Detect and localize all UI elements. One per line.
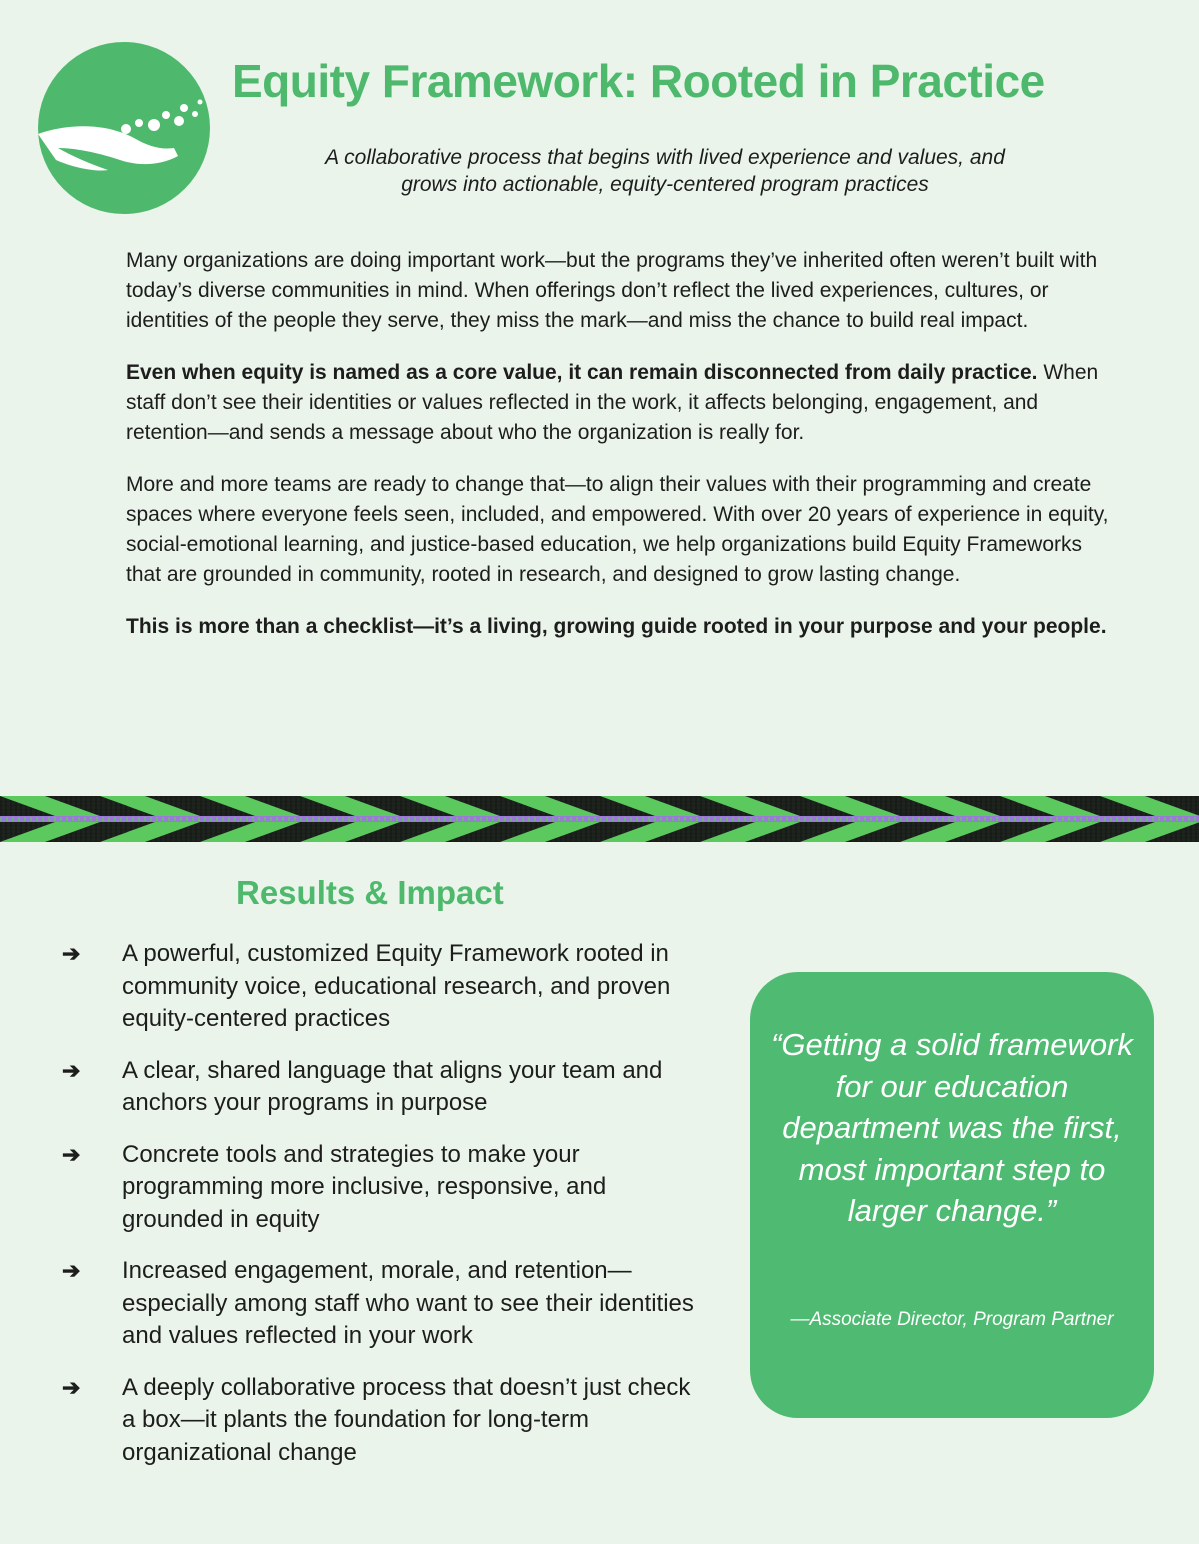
weave-dot [984, 817, 986, 821]
weave-dot [366, 817, 368, 821]
intro-paragraph: More and more teams are ready to change that—to align their values with their programming and create spaces where everyone feels seen, included, and empowered. With over 20 years of experience in equity, social-emotional learning, and justice-based education, we help organizations build Equity Frameworks that are grounded in community, rooted in research, and designed to grow lasting change. [126, 473, 1109, 586]
weave-dot [114, 817, 116, 821]
intro-paragraph [126, 612, 1116, 642]
weave-dot [654, 817, 656, 821]
subtitle-line: grows into actionable, equity-centered program practices [401, 173, 929, 196]
weave-dot [1086, 817, 1088, 821]
weave-dot [648, 817, 650, 821]
weave-dot [1188, 817, 1190, 821]
chevron-stripe [100, 822, 200, 842]
weave-dot [516, 817, 518, 821]
weave-dot [144, 817, 146, 821]
weave-dot [1098, 817, 1100, 821]
weave-dot [528, 817, 530, 821]
weave-dot [348, 817, 350, 821]
chevron-stripe [1100, 796, 1199, 816]
weave-dot [570, 817, 572, 821]
weave-dot [1032, 817, 1034, 821]
subtitle-line: A collaborative process that begins with lived experience and values, and [325, 146, 1005, 169]
weave-dot [1074, 817, 1076, 821]
weave-dot [1026, 817, 1028, 821]
weave-dot [1128, 817, 1130, 821]
chevron-stripe [1000, 822, 1100, 842]
weave-dot [258, 817, 260, 821]
chevron-stripe [200, 796, 300, 816]
weave-dot [540, 817, 542, 821]
weave-dot [468, 817, 470, 821]
weave-dot [270, 817, 272, 821]
weave-dot [870, 817, 872, 821]
weave-dot [426, 817, 428, 821]
list-item [0, 1372, 702, 1470]
weave-dot [894, 817, 896, 821]
weave-dot [966, 817, 968, 821]
weave-dot [414, 817, 416, 821]
weave-dot [408, 817, 410, 821]
weave-dot [390, 817, 392, 821]
intro-paragraph: Many organizations are doing important work—but the programs they’ve inherited often weren’t built with today’s diverse communities in mind. When offerings don’t reflect the lived experiences, cultures, or identities of the people they serve, they miss the mark—and miss the chance to build real impact. [126, 249, 1098, 332]
chevron-stripe [900, 822, 1000, 842]
weave-dot [162, 817, 164, 821]
list-item [0, 1055, 702, 1120]
weave-dot [708, 817, 710, 821]
weave-dot [930, 817, 932, 821]
results-heading: Results & Impact [236, 874, 504, 911]
weave-dot [276, 817, 278, 821]
testimonial-quote: “Getting a solid framework for our education department was the first, most important step to larger change.” [771, 1027, 1133, 1228]
weave-dot [420, 817, 422, 821]
weave-dot [1044, 817, 1046, 821]
weave-dot [1002, 817, 1004, 821]
weave-dot [12, 817, 14, 821]
weave-dot [942, 817, 944, 821]
chevron-stripe [0, 822, 100, 842]
chevron-stripe [500, 796, 600, 816]
weave-dot [666, 817, 668, 821]
weave-dot [864, 817, 866, 821]
weave-dot [1164, 817, 1166, 821]
weave-dot [510, 817, 512, 821]
weave-dot [912, 817, 914, 821]
weave-dot [186, 817, 188, 821]
chevron-stripe [800, 822, 900, 842]
weave-dot [582, 817, 584, 821]
weave-dot [834, 817, 836, 821]
weave-dot [450, 817, 452, 821]
chevron-stripe [500, 822, 600, 842]
chevron-stripe [400, 796, 500, 816]
logo [38, 42, 210, 214]
weave-dot [1008, 817, 1010, 821]
weave-dot [1080, 817, 1082, 821]
weave-dot [1068, 817, 1070, 821]
weave-dot [954, 817, 956, 821]
weave-dot [522, 817, 524, 821]
weave-dot [906, 817, 908, 821]
weave-dot [702, 817, 704, 821]
weave-dot [696, 817, 698, 821]
page-subtitle [250, 144, 1080, 198]
weave-dot [846, 817, 848, 821]
weave-dot [498, 817, 500, 821]
weave-dot [18, 817, 20, 821]
weave-dot [354, 817, 356, 821]
chevron-stripe [700, 822, 800, 842]
weave-dot [102, 817, 104, 821]
weave-dot [24, 817, 26, 821]
list-item-text: Increased engagement, morale, and retention—especially among staff who want to see their identities and values reflected in your work [122, 1257, 694, 1349]
weave-dot [726, 817, 728, 821]
weave-dot [534, 817, 536, 821]
weave-dot [210, 817, 212, 821]
weave-dot [1122, 817, 1124, 821]
weave-dot [48, 817, 50, 821]
weave-dot [378, 817, 380, 821]
weave-dot [138, 817, 140, 821]
weave-dot [810, 817, 812, 821]
weave-dot [180, 817, 182, 821]
weave-dot [690, 817, 692, 821]
weave-dot [372, 817, 374, 821]
results-list [0, 938, 720, 1488]
weave-dot [120, 817, 122, 821]
weave-dot [384, 817, 386, 821]
weave-dot [1110, 817, 1112, 821]
weave-dot [126, 817, 128, 821]
weave-dot [474, 817, 476, 821]
weave-dot [816, 817, 818, 821]
weave-dot [342, 817, 344, 821]
weave-dot [630, 817, 632, 821]
weave-dot [606, 817, 608, 821]
arrow-icon: ➔ [62, 941, 81, 966]
weave-dot [462, 817, 464, 821]
weave-dot [888, 817, 890, 821]
weave-dot [1020, 817, 1022, 821]
weave-dot [972, 817, 974, 821]
weave-dot [294, 817, 296, 821]
arrow-icon: ➔ [62, 1258, 81, 1283]
chevron-stripe [1100, 822, 1199, 842]
weave-dot [1158, 817, 1160, 821]
weave-dot [642, 817, 644, 821]
chevron-stripe [300, 822, 400, 842]
weave-dot [900, 817, 902, 821]
weave-dot [618, 817, 620, 821]
weave-dot [1134, 817, 1136, 821]
weave-dot [438, 817, 440, 821]
weave-dot [756, 817, 758, 821]
weave-dot [402, 817, 404, 821]
weave-dot [1062, 817, 1064, 821]
weave-dot [600, 817, 602, 821]
weave-dot [1182, 817, 1184, 821]
weave-dot [282, 817, 284, 821]
weave-dot [222, 817, 224, 821]
weave-dot [924, 817, 926, 821]
weave-dot [396, 817, 398, 821]
center-stripe [0, 816, 1199, 822]
weave-dot [30, 817, 32, 821]
weave-dot [762, 817, 764, 821]
weave-dot [1050, 817, 1052, 821]
testimonial-card [750, 972, 1154, 1418]
chevron-stripe [0, 796, 100, 816]
weave-dot [504, 817, 506, 821]
weave-dot [636, 817, 638, 821]
weave-dot [198, 817, 200, 821]
weave-dot [486, 817, 488, 821]
list-item [0, 938, 702, 1036]
weave-dot [132, 817, 134, 821]
weave-dot [828, 817, 830, 821]
weave-dot [798, 817, 800, 821]
arrow-icon: ➔ [62, 1141, 81, 1167]
weave-dot [360, 817, 362, 821]
weave-dot [678, 817, 680, 821]
weave-dot [1146, 817, 1148, 821]
weave-dot [660, 817, 662, 821]
weave-dot [936, 817, 938, 821]
weave-dot [672, 817, 674, 821]
weave-dot [72, 817, 74, 821]
weave-dot [54, 817, 56, 821]
weave-dot [480, 817, 482, 821]
weave-dot [330, 817, 332, 821]
weave-dot [720, 817, 722, 821]
weave-dot [558, 817, 560, 821]
weave-dot [1176, 817, 1178, 821]
weave-dot [216, 817, 218, 821]
chevron-stripe [1000, 796, 1100, 816]
weave-dot [1014, 817, 1016, 821]
weave-dot [858, 817, 860, 821]
weave-dot [822, 817, 824, 821]
weave-dot [96, 817, 98, 821]
weave-dot [168, 817, 170, 821]
weave-dot [1092, 817, 1094, 821]
weave-dot [252, 817, 254, 821]
weave-dot [840, 817, 842, 821]
weave-dot [108, 817, 110, 821]
weave-dot [918, 817, 920, 821]
weave-dot [150, 817, 152, 821]
weave-dot [174, 817, 176, 821]
weave-dot [576, 817, 578, 821]
weave-dot [780, 817, 782, 821]
chevron-stripe [200, 822, 300, 842]
weave-dot [804, 817, 806, 821]
weave-dot [306, 817, 308, 821]
intro-section [126, 246, 1116, 664]
weave-dot [90, 817, 92, 821]
weave-dot [552, 817, 554, 821]
weave-dot [324, 817, 326, 821]
weave-dot [444, 817, 446, 821]
weave-dot [1056, 817, 1058, 821]
intro-text: When staff don’t see their identities or values reflected in the work, it affects belonging, engagement, and retention—and sends a message about who the organization is really for. [126, 361, 1099, 444]
weave-dot [84, 817, 86, 821]
weave-dot [564, 817, 566, 821]
weave-dot [744, 817, 746, 821]
intro-paragraph [126, 358, 1116, 448]
weave-dot [312, 817, 314, 821]
weave-dot [594, 817, 596, 821]
weave-dot [234, 817, 236, 821]
weave-dot [624, 817, 626, 821]
chevron-stripe [700, 796, 800, 816]
weave-dot [0, 817, 2, 821]
weave-dot [732, 817, 734, 821]
weave-dot [1104, 817, 1106, 821]
weave-dot [684, 817, 686, 821]
weave-dot [456, 817, 458, 821]
arrow-icon: ➔ [62, 1374, 81, 1400]
list-item-text: Concrete tools and strategies to make your programming more inclusive, responsive, and grounded in equity [122, 1140, 607, 1233]
chevron-stripe [900, 796, 1000, 816]
weave-dot [288, 817, 290, 821]
weave-dot [768, 817, 770, 821]
weave-dot [1038, 817, 1040, 821]
weave-dot [852, 817, 854, 821]
list-item-text: A powerful, customized Equity Framework rooted in community voice, educational research, and proven equity-centered practices [122, 940, 671, 1032]
weave-dot [990, 817, 992, 821]
chevron-pattern [0, 796, 1199, 842]
weave-dot [156, 817, 158, 821]
weave-dot [612, 817, 614, 821]
weave-dot [492, 817, 494, 821]
weave-dot [204, 817, 206, 821]
weave-dot [6, 817, 8, 821]
list-item [0, 1139, 702, 1237]
weave-dot [192, 817, 194, 821]
chevron-stripe [800, 796, 900, 816]
intro-bold-text: This is more than a checklist—it’s a living, growing guide rooted in your purpose and your people. [126, 615, 1107, 638]
weave-dot [228, 817, 230, 821]
weave-dot [882, 817, 884, 821]
weave-dot [246, 817, 248, 821]
weave-dot [1170, 817, 1172, 821]
weave-dot [750, 817, 752, 821]
weave-dot [876, 817, 878, 821]
weave-dot [948, 817, 950, 821]
chevron-stripe [600, 796, 700, 816]
chevron-stripe [400, 822, 500, 842]
weave-dot [996, 817, 998, 821]
weave-dot [318, 817, 320, 821]
woven-divider-band [0, 796, 1199, 842]
weave-dot [300, 817, 302, 821]
weave-dot [978, 817, 980, 821]
list-item-text: A deeply collaborative process that doesn’t just check a box—it plants the foundation for long-term organizational change [122, 1373, 691, 1466]
weave-dot [432, 817, 434, 821]
intro-bold-text: Even when equity is named as a core value, it can remain disconnected from daily practice. [126, 361, 1038, 384]
weave-dot [792, 817, 794, 821]
arrow-icon: ➔ [62, 1057, 81, 1083]
weave-dot [714, 817, 716, 821]
testimonial-attribution: —Associate Director, Program Partner [790, 1309, 1114, 1330]
weave-dot [60, 817, 62, 821]
weave-dot [1140, 817, 1142, 821]
weave-dot [774, 817, 776, 821]
list-item [0, 1255, 702, 1353]
weave-dot [42, 817, 44, 821]
weave-dot [588, 817, 590, 821]
chevron-stripe [600, 822, 700, 842]
weave-dot [264, 817, 266, 821]
page-title: Equity Framework: Rooted in Practice [232, 55, 1045, 107]
weave-dot [1152, 817, 1154, 821]
chevron-stripe [100, 796, 200, 816]
hand-seeds-icon [38, 42, 210, 214]
chevron-stripe [300, 796, 400, 816]
weave-dot [66, 817, 68, 821]
weave-dot [786, 817, 788, 821]
list-item-text: A clear, shared language that aligns your team and anchors your programs in purpose [122, 1056, 663, 1116]
weave-dot [546, 817, 548, 821]
weave-dot [240, 817, 242, 821]
weave-dot [738, 817, 740, 821]
weave-dot [336, 817, 338, 821]
weave-dot [36, 817, 38, 821]
weave-dot [1116, 817, 1118, 821]
weave-dot [1194, 817, 1196, 821]
weave-dot [960, 817, 962, 821]
weave-dot [78, 817, 80, 821]
